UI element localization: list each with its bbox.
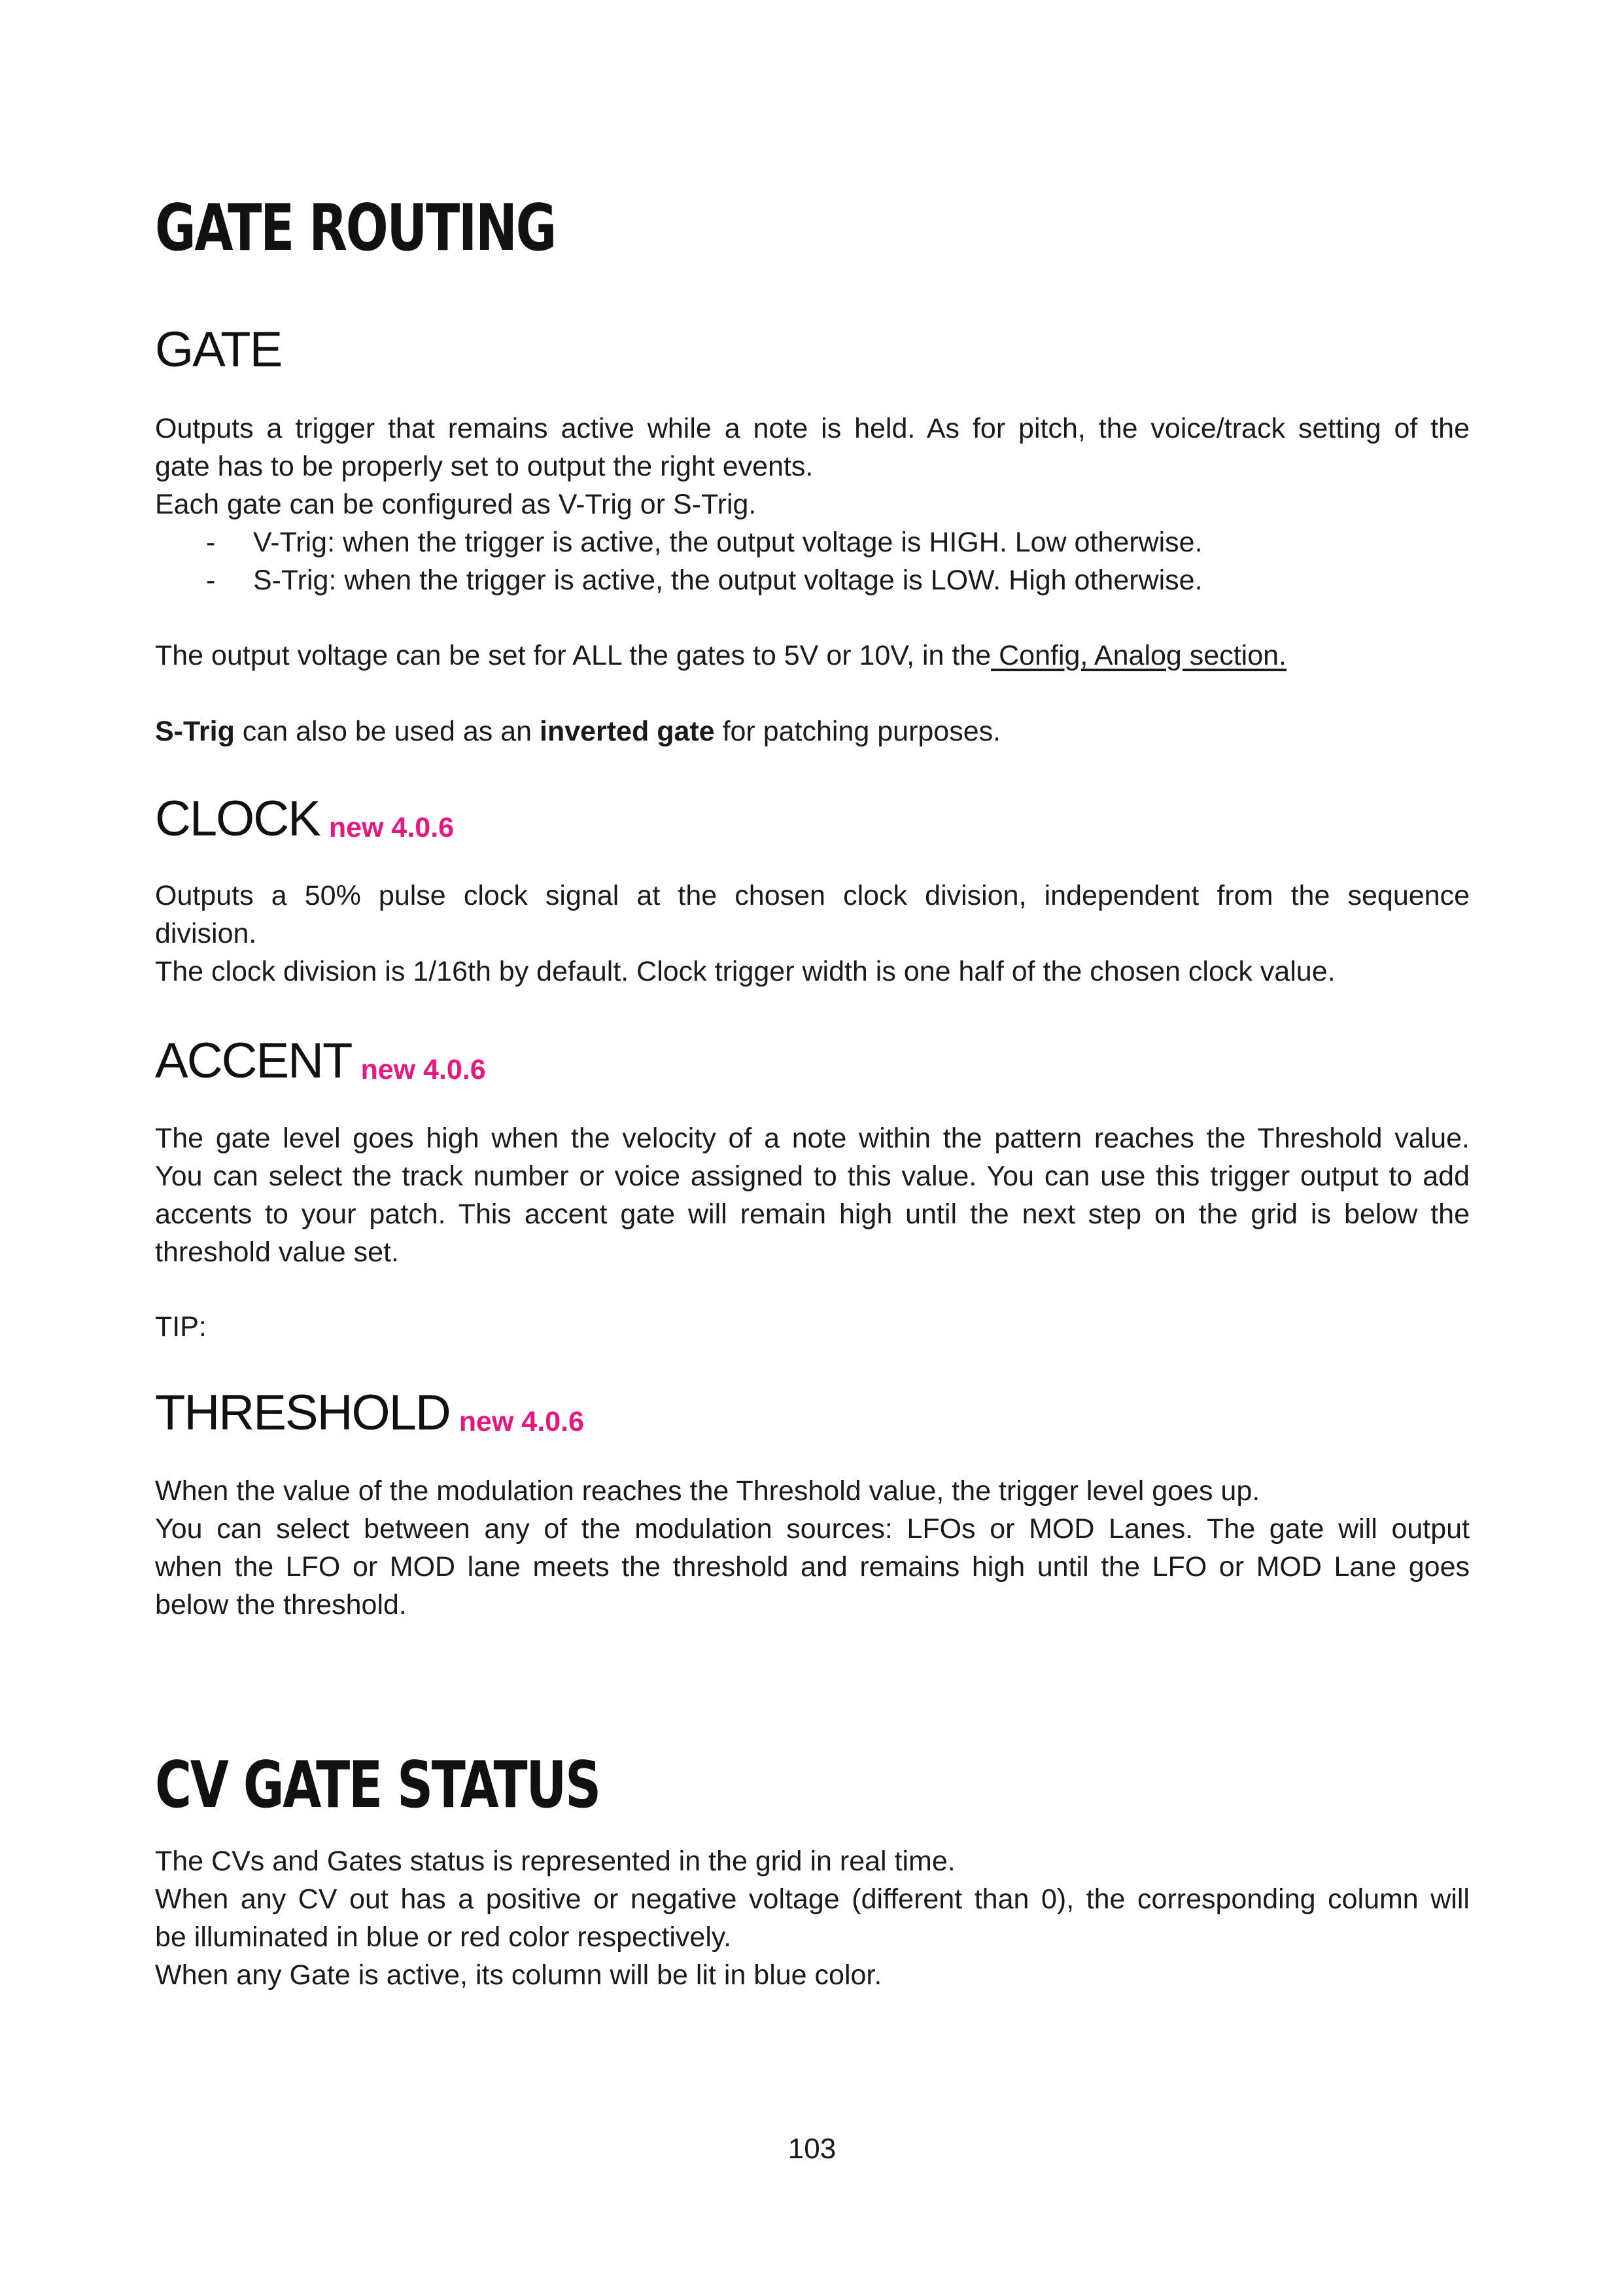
strig-mid: can also be used as an <box>234 716 540 747</box>
strig-paragraph <box>155 712 1470 750</box>
threshold-line-1: When the value of the modulation reaches the Threshold value, the trigger level goes up. <box>155 1475 1260 1507</box>
cv-line-4: When any Gate is active, its column will be lit in blue color. <box>155 1959 882 1991</box>
voltage-paragraph <box>155 637 1470 674</box>
clock-line-2: division. <box>155 918 257 949</box>
strig-bold: S-Trig <box>155 716 235 747</box>
accent-line-1: The gate level goes high when the velocity of a note within the pattern reaches the Threshold value. <box>155 1123 1470 1154</box>
gate-line-1: Outputs a trigger that remains active while a note is held. As for pitch, the voice/track setting of the <box>155 413 1470 444</box>
config-analog-link[interactable]: Config, Analog section. <box>991 640 1287 671</box>
section-title-gate-routing: GATE ROUTING <box>155 191 556 266</box>
inverted-gate-bold: inverted gate <box>540 716 715 747</box>
cv-line-3: be illuminated in blue or red color respectively. <box>155 1921 732 1953</box>
accent-line-4: threshold value set. <box>155 1236 399 1268</box>
new-version-badge: new 4.0.6 <box>328 812 455 843</box>
heading-clock-text: CLOCK <box>155 791 320 847</box>
threshold-line-2: You can select between any of the modulation sources: LFOs or MOD Lanes. The gate will output <box>155 1513 1470 1545</box>
tip-text: TIP: <box>155 1311 207 1342</box>
heading-accent-text: ACCENT <box>155 1033 352 1089</box>
new-version-badge: new 4.0.6 <box>458 1406 584 1437</box>
heading-clock <box>155 791 455 847</box>
gate-line-3: Each gate can be configured as V-Trig or S-Trig. <box>155 489 757 520</box>
heading-gate <box>155 322 282 377</box>
bullet-strig <box>155 561 1470 599</box>
accent-line-2: You can select the track number or voice assigned to this value. You can use this trigger output to add <box>155 1161 1470 1192</box>
cv-gate-status-paragraph <box>155 1842 1470 1994</box>
cv-line-1: The CVs and Gates status is represented in the grid in real time. <box>155 1846 956 1877</box>
page-number: 103 <box>787 2133 837 2165</box>
threshold-paragraph <box>155 1472 1470 1624</box>
bullet-dash: - <box>206 565 216 596</box>
threshold-line-3: when the LFO or MOD lane meets the threshold and remains high until the LFO or MOD Lane goes <box>155 1551 1470 1583</box>
bullet-dash: - <box>206 527 216 558</box>
voltage-text: The output voltage can be set for ALL the gates to 5V or 10V, in the <box>155 640 992 671</box>
clock-paragraph <box>155 877 1470 990</box>
heading-accent <box>155 1033 486 1089</box>
clock-line-1: Outputs a 50% pulse clock signal at the chosen clock division, independent from the sequence <box>155 880 1470 911</box>
gate-line-2: gate has to be properly set to output the right events. <box>155 451 814 482</box>
heading-threshold <box>155 1385 584 1441</box>
new-version-badge: new 4.0.6 <box>360 1054 486 1085</box>
threshold-line-4: below the threshold. <box>155 1589 407 1621</box>
bullet-strig-text: S-Trig: when the trigger is active, the output voltage is LOW. High otherwise. <box>253 565 1203 596</box>
clock-line-3: The clock division is 1/16th by default. Clock trigger width is one half of the chosen clock value. <box>155 956 1336 987</box>
bullet-vtrig <box>155 523 1470 561</box>
tip-label <box>155 1308 1470 1346</box>
section-title-cv-gate-status: CV GATE STATUS <box>155 1748 600 1823</box>
accent-line-3: accents to your patch. This accent gate will remain high until the next step on the grid is below the <box>155 1199 1470 1230</box>
strig-end: for patching purposes. <box>714 716 1001 747</box>
cv-line-2: When any CV out has a positive or negative voltage (different than 0), the corresponding column will <box>155 1883 1470 1915</box>
bullet-vtrig-text: V-Trig: when the trigger is active, the output voltage is HIGH. Low otherwise. <box>253 527 1203 558</box>
heading-gate-text: GATE <box>155 322 282 377</box>
gate-paragraph <box>155 410 1470 599</box>
heading-threshold-text: THRESHOLD <box>155 1385 450 1441</box>
accent-paragraph <box>155 1119 1470 1271</box>
